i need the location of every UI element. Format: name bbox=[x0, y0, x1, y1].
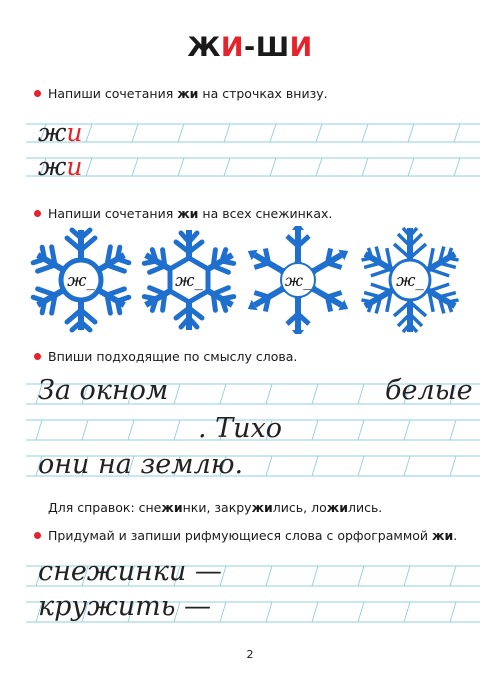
rhyme-line-2: кружить — bbox=[38, 591, 212, 622]
snowflakes-row bbox=[26, 226, 476, 334]
task-2-instruction: Напиши сочетания жи на всех снежинках. bbox=[34, 206, 332, 221]
bullet-icon bbox=[34, 353, 41, 360]
snowflake-label-4: ж_ bbox=[396, 271, 424, 291]
example-ji-1: жи bbox=[38, 118, 83, 147]
page-number: 2 bbox=[246, 648, 254, 661]
snowflake-label-3: ж_ bbox=[284, 271, 312, 290]
bullet-icon bbox=[34, 210, 41, 217]
task-3-instruction: Впиши подходящие по смыслу слова. bbox=[34, 349, 297, 364]
example-ji-2: жи bbox=[38, 152, 83, 181]
snowflake-label-2: ж_ bbox=[175, 271, 203, 291]
rhyme-line-1: снежинки — bbox=[38, 556, 222, 587]
sentence-line-1-left: За окном bbox=[38, 375, 169, 406]
bullet-icon bbox=[34, 90, 41, 97]
task-1-instruction: Напиши сочетания жи на строчках внизу. bbox=[34, 86, 328, 101]
page-title: ЖИ-ШИ bbox=[187, 32, 313, 63]
bullet-icon bbox=[34, 532, 41, 539]
task-4-instruction: Придумай и запиши рифмующиеся слова с орфограммой жи. bbox=[34, 528, 457, 543]
snowflake-label-1: ж_ bbox=[67, 271, 95, 291]
sentence-line-1-right: белые bbox=[385, 375, 473, 406]
sentence-line-3: они на землю. bbox=[38, 449, 244, 480]
reference-hint: Для справок: снежинки, закружились, ложились. bbox=[48, 500, 383, 515]
sentence-line-2: . Тихо bbox=[198, 413, 283, 444]
